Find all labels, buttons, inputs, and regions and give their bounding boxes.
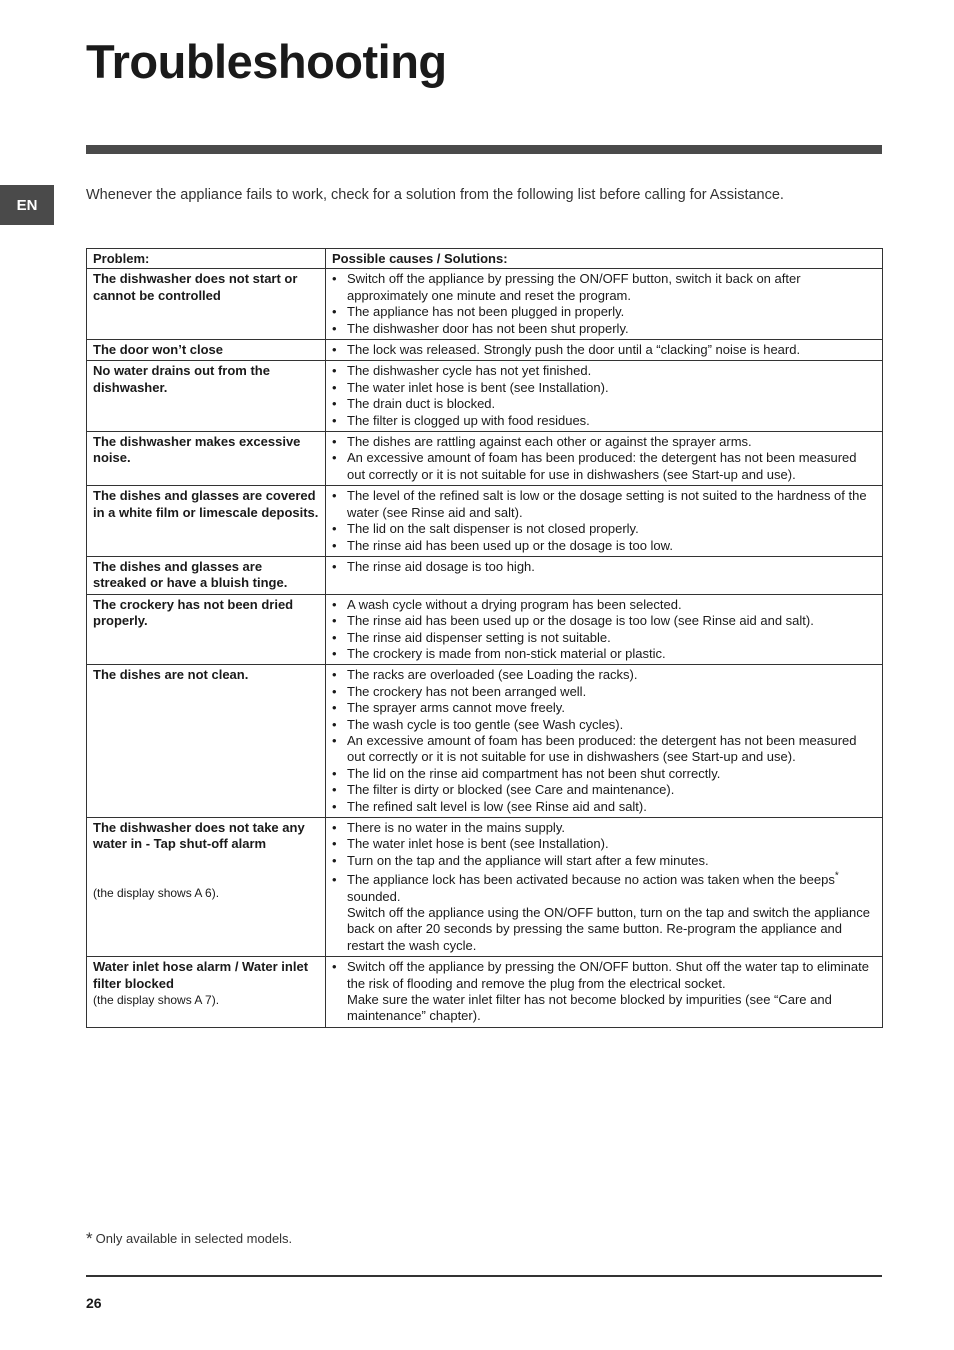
cause-item: • The water inlet hose is bent (see Installation).	[332, 836, 876, 852]
lock-cause-sounded: sounded.	[347, 888, 401, 904]
display-code-note: (the display shows A 7).	[93, 993, 220, 1008]
causes-cell	[326, 340, 883, 361]
causes-cell	[326, 594, 883, 665]
display-code-note: (the display shows A 6).	[93, 885, 220, 900]
problem-cell	[87, 957, 326, 1028]
problem-cell: The dishwasher does not start or cannot be controlled	[87, 269, 326, 340]
table-row	[87, 957, 883, 1028]
footnote-text: Only available in selected models.	[95, 1231, 293, 1246]
cause-item: • The refined salt level is low (see Rinse aid and salt).	[332, 799, 876, 815]
problem-cell: The door won’t close	[87, 340, 326, 361]
cause-item: • The dishes are rattling against each other or against the sprayer arms.	[332, 434, 876, 450]
table-row	[87, 594, 883, 665]
problem-cell	[87, 818, 326, 957]
header-solutions: Possible causes / Solutions:	[326, 249, 883, 269]
problem-cell: The dishwasher makes excessive noise.	[87, 432, 326, 486]
causes-cell	[326, 486, 883, 557]
cause-item: • The crockery is made from non-stick material or plastic.	[332, 646, 876, 662]
cause-item: • The wash cycle is too gentle (see Wash cycles).	[332, 717, 876, 733]
cause-item: • The rinse aid has been used up or the dosage is too low.	[332, 538, 876, 554]
table-row	[87, 432, 883, 486]
lock-cause-continuation: Switch off the appliance using the ON/OFF button, turn on the tap and switch the appliance back on after 20 seconds by pressing the same button. Re-program the appliance and restart the wash cycle.	[347, 905, 870, 953]
cause-item: • A wash cycle without a drying program has been selected.	[332, 597, 876, 613]
problem-cell: The crockery has not been dried properly.	[87, 594, 326, 665]
cause-item: • The water inlet hose is bent (see Installation).	[332, 380, 876, 396]
intro-text: Whenever the appliance fails to work, check for a solution from the following list before calling for Assistance.	[86, 187, 784, 203]
causes-cell	[326, 957, 883, 1028]
problem-cell: The dishes are not clean.	[87, 665, 326, 818]
cause-item: • The rinse aid dispenser setting is not suitable.	[332, 630, 876, 646]
table-row	[87, 556, 883, 594]
cause-item: • The appliance has not been plugged in properly.	[332, 304, 876, 320]
asterisk-mark: *	[834, 870, 839, 882]
table-row	[87, 340, 883, 361]
header-problem: Problem:	[87, 249, 326, 269]
table-row	[87, 818, 883, 957]
causes-cell	[326, 432, 883, 486]
footnote-asterisk: *	[86, 1229, 93, 1248]
cause-item: • An excessive amount of foam has been produced: the detergent has not been measured out correctly or it is not suitable for use in dishwashers (see Start-up and use).	[332, 450, 876, 483]
troubleshooting-table	[86, 248, 883, 1028]
problem-cell: No water drains out from the dishwasher.	[87, 361, 326, 432]
table-row	[87, 486, 883, 557]
cause-item	[332, 959, 876, 1025]
table-row	[87, 361, 883, 432]
table-row	[87, 665, 883, 818]
cause-item: • The rinse aid dosage is too high.	[332, 559, 876, 575]
cause-item: • The drain duct is blocked.	[332, 396, 876, 412]
cause-item: • The dishwasher cycle has not yet finished.	[332, 363, 876, 379]
cause-item: • The sprayer arms cannot move freely.	[332, 700, 876, 716]
causes-cell	[326, 818, 883, 957]
problem-text: Water inlet hose alarm / Water inlet filter blocked	[93, 959, 309, 991]
cause-item: • The lock was released. Strongly push the door until a “clacking” noise is heard.	[332, 342, 876, 358]
causes-cell	[326, 361, 883, 432]
table-header-row	[87, 249, 883, 269]
language-tab: EN	[0, 185, 54, 225]
table-row	[87, 269, 883, 340]
cause-item: • There is no water in the mains supply.	[332, 820, 876, 836]
cause-item: • The level of the refined salt is low or the dosage setting is not suited to the hardness of the water (see Rinse aid and salt).	[332, 488, 876, 521]
cause-text: Switch off the appliance by pressing the ON/OFF button. Shut off the water tap to eliminate the risk of flooding and remove the plug from the electrical socket.	[347, 959, 869, 991]
cause-item: • The filter is dirty or blocked (see Care and maintenance).	[332, 782, 876, 798]
causes-cell	[326, 556, 883, 594]
cause-continuation: Make sure the water inlet filter has not become blocked by impurities (see “Care and maintenance” chapter).	[347, 992, 832, 1024]
problem-text: The dishwasher does not take any water in - Tap shut-off alarm	[93, 820, 305, 852]
cause-item: • The lid on the salt dispenser is not closed properly.	[332, 521, 876, 537]
page-title: Troubleshooting	[86, 35, 447, 88]
problem-cell: The dishes and glasses are covered in a white film or limescale deposits.	[87, 486, 326, 557]
cause-item: • The lid on the rinse aid compartment has not been shut correctly.	[332, 766, 876, 782]
cause-item: • The rinse aid has been used up or the dosage is too low (see Rinse aid and salt).	[332, 613, 876, 629]
cause-item: • The dishwasher door has not been shut properly.	[332, 321, 876, 337]
cause-item: • Switch off the appliance by pressing the ON/OFF button, switch it back on after approximately one minute and reset the program.	[332, 271, 876, 304]
lock-cause-text: The appliance lock has been activated because no action was taken when the beeps	[347, 872, 835, 888]
cause-item: • Turn on the tap and the appliance will start after a few minutes.	[332, 853, 876, 869]
cause-item	[332, 872, 876, 954]
footer-divider	[86, 1275, 882, 1277]
footnote	[86, 1229, 292, 1249]
cause-item: • The racks are overloaded (see Loading the racks).	[332, 667, 876, 683]
causes-cell	[326, 269, 883, 340]
page-number: 26	[86, 1295, 102, 1311]
cause-item: • The crockery has not been arranged well.	[332, 684, 876, 700]
cause-item: • An excessive amount of foam has been produced: the detergent has not been measured out correctly or it is not suitable for use in dishwashers (see Start-up and use).	[332, 733, 876, 766]
cause-item: • The filter is clogged up with food residues.	[332, 413, 876, 429]
title-divider	[86, 145, 882, 154]
problem-cell: The dishes and glasses are streaked or have a bluish tinge.	[87, 556, 326, 594]
causes-cell	[326, 665, 883, 818]
